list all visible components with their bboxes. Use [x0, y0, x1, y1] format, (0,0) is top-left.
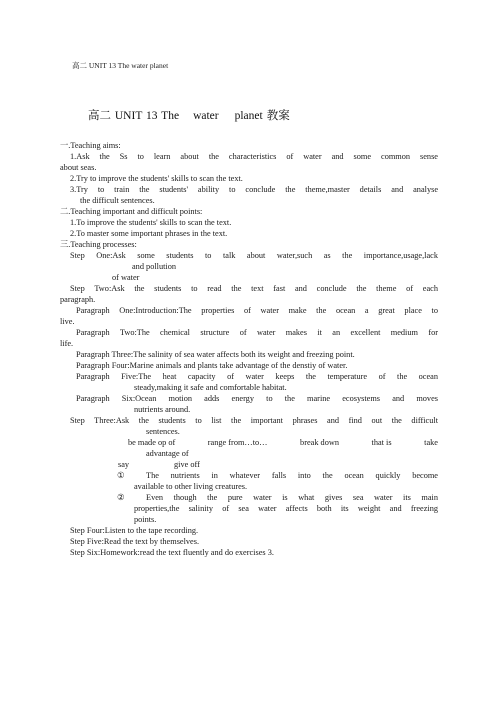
title-part-4: 教案: [266, 110, 290, 122]
aim-1-line-1: 1.Ask the Ss to learn about the characteristics of water and some common sense: [70, 152, 438, 161]
title-part-3: planet: [234, 110, 263, 122]
phrase-item: that is: [371, 438, 392, 447]
phrase-item: break down: [300, 438, 339, 447]
phrase-list-row-2: advantage of: [146, 449, 189, 458]
paragraph-four: Paragraph Four:Marine animals and plants take advantage of the denstiy of water.: [76, 361, 348, 370]
aim-2: 2.Try to improve the students' skills to scan the text.: [70, 174, 243, 183]
paragraph-two-line-1: Paragraph Two:The chemical structure of water makes it an excellent medium for: [76, 328, 438, 337]
paragraph-one-line-1: Paragraph One:Introduction:The properties of water make the ocean a great place to: [76, 306, 438, 315]
phrase-item: take: [424, 438, 438, 447]
title-part-2: water: [193, 110, 219, 122]
step-three-line-2: sentences.: [146, 427, 180, 436]
paragraph-three: Paragraph Three:The salinity of sea water affects both its weight and freezing point.: [76, 350, 355, 359]
phrase-say: say: [118, 460, 130, 469]
step-two-line-2: paragraph.: [60, 295, 96, 304]
step-two-line-1: Step Two:Ask the students to read the text fast and conclude the theme of each: [70, 284, 438, 293]
paragraph-five-line-1: Paragraph Five:The heat capacity of water keeps the temperature of the ocean: [76, 372, 438, 381]
sentence-1-marker: ①: [117, 471, 125, 480]
step-one-line-2: and pollution: [132, 262, 177, 271]
title-part-1: 高二 UNIT 13 The: [88, 110, 180, 122]
paragraph-six-line-1: Paragraph Six:Ocean motion adds energy to the marine ecosystems and moves: [76, 394, 438, 403]
phrase-item: be made op of: [128, 438, 176, 447]
document-title: [88, 107, 290, 123]
paragraph-six-line-2: nutrients around.: [134, 405, 191, 414]
step-one-line-3: of water: [112, 273, 140, 282]
sentence-2-line-2: properties,the salinity of sea water affects both its weight and freezing: [134, 504, 438, 513]
sentence-2-marker: ②: [117, 493, 125, 502]
phrase-list-row-1: [128, 437, 438, 448]
point-1: 1.To improve the students' skills to scan the text.: [70, 218, 232, 227]
point-2: 2.To master some important phrases in the text.: [70, 229, 228, 238]
aim-3-line-2: the difficult sentences.: [80, 196, 155, 205]
section-heading-aims: 一.Teaching aims:: [60, 141, 121, 150]
paragraph-five-line-2: steady,making it safe and comfortable habitat.: [134, 383, 287, 392]
step-one-line-1: Step One:Ask some students to talk about water,such as the importance,usage,lack: [70, 251, 438, 260]
aim-3-line-1: 3.Try to train the students' ability to conclude the theme,master details and analyse: [70, 185, 438, 194]
sentence-2-line-1: Even though the pure water is what gives sea water its main: [146, 493, 438, 502]
page-header: 高二 UNIT 13 The water planet: [72, 61, 169, 70]
sentence-1-line-2: available to other living creatures.: [134, 482, 248, 491]
step-six: Step Six:Homework:read the text fluently and do exercises 3.: [70, 548, 274, 557]
phrase-give-off: give off: [174, 460, 200, 469]
phrase-item: range from…to…: [207, 438, 268, 447]
step-three-line-1: Step Three:Ask the students to list the important phrases and find out the difficult: [70, 416, 438, 425]
aim-1-line-2: about seas.: [60, 163, 97, 172]
paragraph-one-line-2: live.: [60, 317, 75, 326]
step-four: Step Four:Listen to the tape recording.: [70, 526, 199, 535]
sentence-1-line-1: The nutrients in whatever falls into the ocean quickly become: [146, 471, 438, 480]
sentence-2-line-3: points.: [134, 515, 157, 524]
paragraph-two-line-2: life.: [60, 339, 74, 348]
step-five: Step Five:Read the text by themselves.: [70, 537, 200, 546]
section-heading-processes: 三.Teaching processes:: [60, 240, 137, 249]
section-heading-points: 二.Teaching important and difficult points:: [60, 207, 203, 216]
